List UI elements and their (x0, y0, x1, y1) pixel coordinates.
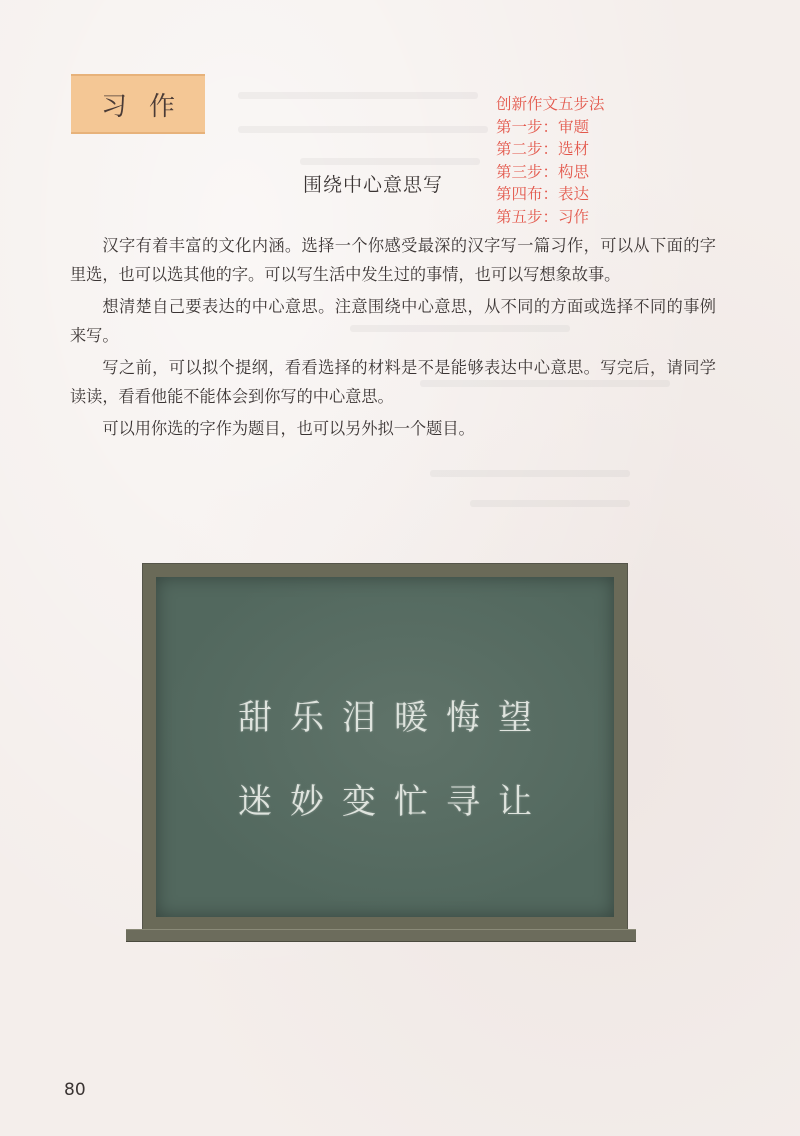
steps-heading: 创新作文五步法 (496, 95, 605, 113)
writing-steps-annotation (496, 93, 716, 228)
bleed-through-mark (300, 158, 480, 165)
page-title: 围绕中心意思写 (303, 174, 444, 196)
step-item: 第五步：习作 (496, 207, 590, 226)
blackboard-characters-line-2: 迷妙变忙寻让 (238, 782, 550, 822)
bleed-through-mark (238, 126, 488, 133)
bleed-through-mark (430, 470, 630, 477)
blackboard-surface (156, 577, 614, 917)
paragraph: 可以用你选的字作为题目，也可以另外拟一个题目。 (102, 419, 475, 438)
blackboard-chalk-ledge (126, 929, 636, 942)
step-item: 第三步：构思 (496, 162, 590, 181)
blackboard-characters-line-1: 甜乐泪暖悔望 (238, 698, 550, 738)
step-item: 第四布：表达 (496, 185, 590, 203)
bleed-through-mark (470, 500, 630, 507)
paragraph: 汉字有着丰富的文化内涵。选择一个你感受最深的汉字写一篇习作，可以从下面的字里选，也可以选其他的字。可以写生活中发生过的事情，也可以写想象故事。 (70, 236, 716, 284)
section-tag: 习作 (71, 74, 205, 134)
step-item: 第二步：选材 (496, 140, 590, 158)
bleed-through-mark (238, 92, 478, 99)
paragraph: 写之前，可以拟个提纲，看看选择的材料是不是能够表达中心意思。写完后，请同学读读，看看他能不能体会到你写的中心意思。 (70, 358, 716, 406)
body-text (70, 232, 716, 448)
step-item: 第一步：审题 (496, 117, 590, 136)
page-number: 80 (64, 1080, 86, 1100)
paragraph: 想清楚自己要表达的中心意思。注意围绕中心意思，从不同的方面或选择不同的事例来写。 (70, 297, 716, 345)
blackboard-illustration (142, 563, 628, 931)
